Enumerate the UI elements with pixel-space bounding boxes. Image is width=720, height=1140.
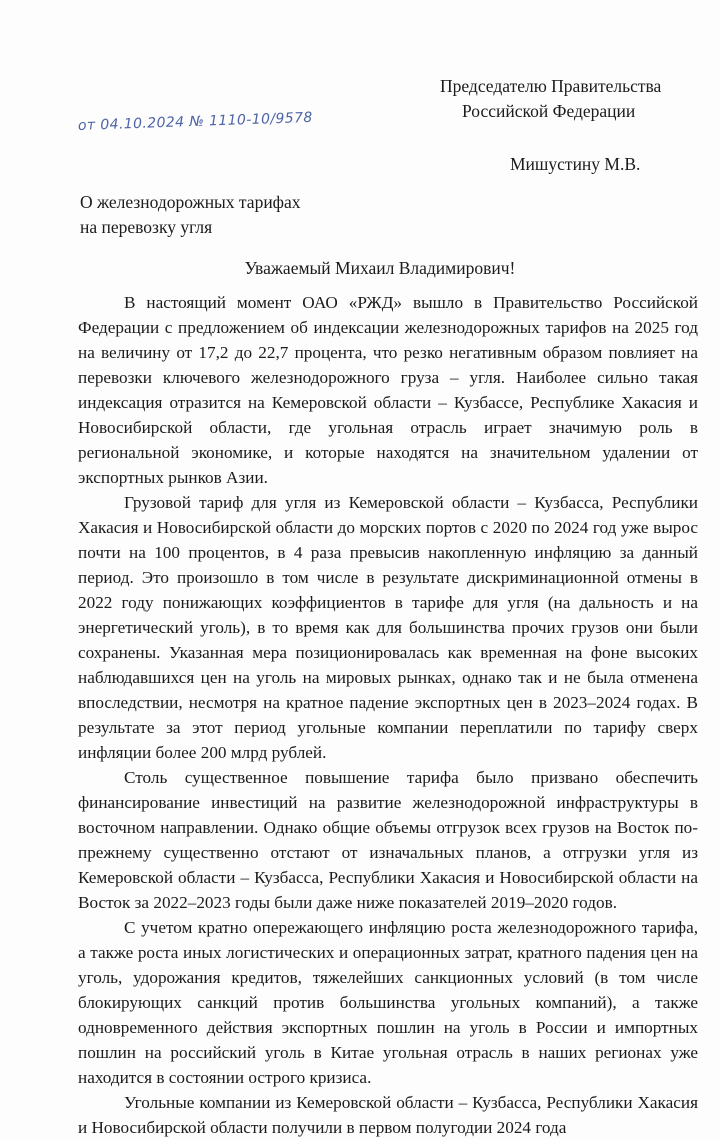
paragraph: Грузовой тариф для угля из Кемеровской области – Кузбасса, Республики Хакасия и Новосибирской области до морских портов с 2020 по 2024 год уже вырос почти на 100 процентов, в 4 раза превысив накопленную инфляцию за данный период. Это произошло в том числе в результате дискриминационной отмены в 2022 году понижающих коэффициентов в тарифе для угля (на дальность и на энергетический уголь), в то время как для большинства прочих грузов они были сохранены. Указанная мера позиционировалась как временная на фоне высоких наблюдавшихся цен на уголь на мировых рынках, однако так и не была отменена впоследствии, несмотря на кратное падение экспортных цен в 2023–2024 годах. В результате за этот период угольные компании переплатили по тарифу сверх инфляции более 200 млрд рублей. [78, 493, 698, 762]
paragraph: С учетом кратно опережающего инфляцию роста железнодорожного тарифа, а также роста иных логистических и операционных затрат, кратного падения цен на уголь, удорожания кредитов, тяжелейших санкционных условий (в том числе блокирующих санкций против большинства угольных компаний), а также одновременного действия экспортных пошлин на уголь в России и импортных пошлин на российский уголь в Китае угольная отрасль в наших регионах уже находится в состоянии острого кризиса. [78, 918, 698, 1087]
subject-line-1: О железнодорожных тарифах [80, 192, 301, 212]
addressee-line-2: Российской Федерации [462, 101, 636, 121]
paragraph: Столь существенное повышение тарифа было призвано обеспечить финансирование инвестиций на развитие железнодорожной инфраструктуры в восточном направлении. Однако общие объемы отгрузок всех грузов на Восток по-прежнему существенно отстают от изначальных планов, а отгрузки угля из Кемеровской области – Кузбасса, Республики Хакасия и Новосибирской области на Восток за 2022–2023 годы были даже ниже показателей 2019–2020 годов. [78, 768, 698, 912]
letter-body [78, 290, 698, 1140]
letter-subject [80, 190, 301, 240]
addressee-name: Мишустину М.В. [510, 154, 641, 174]
salutation [0, 258, 720, 279]
paragraph: Угольные компании из Кемеровской области – Кузбасса, Республики Хакасия и Новосибирской области получили в первом полугодии 2024 года [78, 1093, 698, 1137]
paragraph: В настоящий момент ОАО «РЖД» вышло в Правительство Российской Федерации с предложением об индексации железнодорожных тарифов на 2025 год на величину от 17,2 до 22,7 процента, что резко негативным образом повлияет на перевозки ключевого железнодорожного груза – угля. Наиболее сильно такая индексация отразится на Кемеровской области – Кузбассе, Республике Хакасия и Новосибирской области, где угольная отрасль играет значимую роль в региональной экономике, и которые находятся на значительном удалении от экспортных рынков Азии. [78, 293, 698, 487]
addressee-block [440, 74, 700, 177]
outgoing-number-handwritten: от 04.10.2024 № 1110-10/9578 [77, 109, 313, 134]
salutation-text: Уважаемый Михаил Владимирович! [244, 258, 516, 278]
addressee-line-1: Председателю Правительства [440, 76, 662, 96]
subject-line-2: на перевозку угля [80, 217, 213, 237]
